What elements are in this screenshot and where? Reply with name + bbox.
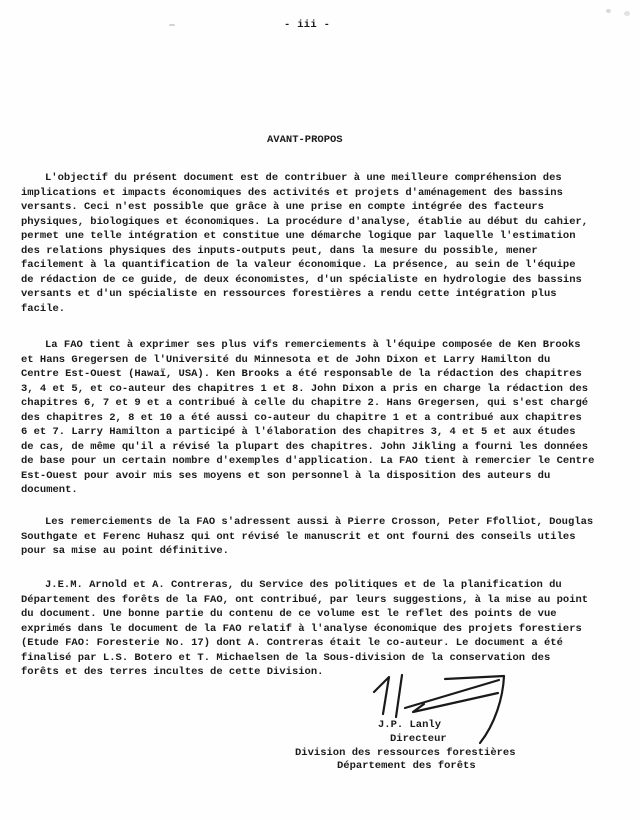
body-line: 3, 4 et 5, et co-auteur des chapitres 1 et 8. John Dixon a pris en charge la rédaction des — [21, 382, 589, 395]
signature-division: Division des ressources forestières — [295, 747, 516, 759]
body-line: des relations physiques des inputs-outputs peut, dans la mesure du possible, mener — [21, 244, 538, 257]
section-heading: AVANT-PROPOS — [267, 134, 343, 146]
body-line: (Etude FAO: Foresterie No. 17) dont A. Contreras était le co-auteur. Le document a été — [21, 637, 563, 649]
body-line: versants. Ceci n'est possible que grâce à une prise en compte intégrée des facteurs — [21, 201, 544, 213]
paragraph-remerciements-reviseurs — [21, 515, 621, 559]
body-line: Est-Ouest pour avoir mis ses moyens et son personnel à la disposition des auteurs du — [21, 469, 551, 482]
body-line: finalisé par L.S. Botero et T. Michaelsen de la Sous-division de la conservation des — [21, 651, 551, 664]
body-line: implications et impacts économiques des activités et projets d'aménagement des bassins — [21, 186, 563, 199]
paragraph-contributions-fao — [21, 578, 621, 680]
body-line: facilement à la quantification de la valeur économique. La présence, au sein de l'équipe — [21, 259, 576, 271]
paragraph-remerciements-equipe — [21, 338, 621, 498]
body-line: 6 et 7. Larry Hamilton a participé à l'élaboration des chapitres 3, 4 et 5 et aux études — [21, 426, 576, 438]
body-line: L'objectif du présent document est de contribuer à une meilleure compréhension des — [45, 172, 562, 184]
body-line: forêts et des terres incultes de cette Division. — [21, 666, 324, 678]
body-line: Centre Est-Ouest (Hawaï, USA). Ken Brooks a été responsable de la rédaction des chapitres — [21, 368, 582, 380]
body-line: Southgate et Ferenc Huhasz qui ont révisé le manuscrit et ont fourni des conseils utiles — [21, 530, 576, 543]
body-line: Département des forêts de la FAO, ont contribué, par leurs suggestions, à la mise au point — [21, 593, 589, 606]
body-line: J.E.M. Arnold et A. Contreras, du Service des politiques et de la planification du — [45, 579, 562, 591]
body-line: et Hans Gregersen de l'Université du Minnesota et de John Dixon et Larry Hamilton du — [21, 353, 551, 366]
scan-speck — [606, 9, 611, 13]
paragraph-objectif — [21, 171, 621, 316]
body-line: pour sa mise au point définitive. — [21, 545, 229, 557]
body-line: Les remerciements de la FAO s'adressent aussi à Pierre Crosson, Peter Ffolliot, Douglas — [45, 516, 594, 528]
body-line: des chapitres 2, 8 et 10 a été aussi co-auteur du chapitre 1 et a contribué aux chapitres — [21, 411, 582, 424]
body-line: permet une telle intégration et constitue une démarche logique par laquelle l'estimation — [21, 230, 576, 242]
body-line: versants et d'un spécialiste en ressources forestières a rendu cette intégration plus — [21, 288, 557, 300]
body-line: du document. Une bonne partie du contenu de ce volume est le reflet des points de vue — [21, 608, 557, 620]
scan-speck — [169, 24, 175, 26]
signature-name: J.P. Lanly — [378, 719, 442, 731]
signature-title: Directeur — [390, 733, 447, 745]
signature-department: Département des forêts — [337, 760, 476, 772]
body-line: physiques, biologiques et économiques. La procédure d'analyse, établie au début du cahier, — [21, 215, 589, 228]
body-line: La FAO tient à exprimer ses plus vifs remerciements à l'équipe composée de Ken Brooks — [45, 339, 581, 351]
body-line: de base pour un certain nombre d'exemples d'application. La FAO tient à remercier le Centre — [21, 455, 595, 467]
body-line: de rédaction de ce guide, de deux économistes, d'un spécialiste en hydrologie des bassins — [21, 273, 582, 286]
body-line: facile. — [21, 302, 66, 315]
body-line: exprimés dans le document de la FAO relatif à l'analyse économique des projets forestiers — [21, 622, 582, 635]
body-line: document. — [21, 484, 78, 496]
body-line: chapitres 6, 7 et 9 et a contribué à celle du chapitre 2. Hans Gregersen, qui s'est chargé — [21, 397, 589, 409]
page-number: - iii - — [284, 19, 331, 31]
scan-speck — [624, 11, 630, 16]
body-line: de cas, de même qu'il a révisé la plupart des chapitres. John Jikling a fourni les données — [21, 440, 589, 453]
